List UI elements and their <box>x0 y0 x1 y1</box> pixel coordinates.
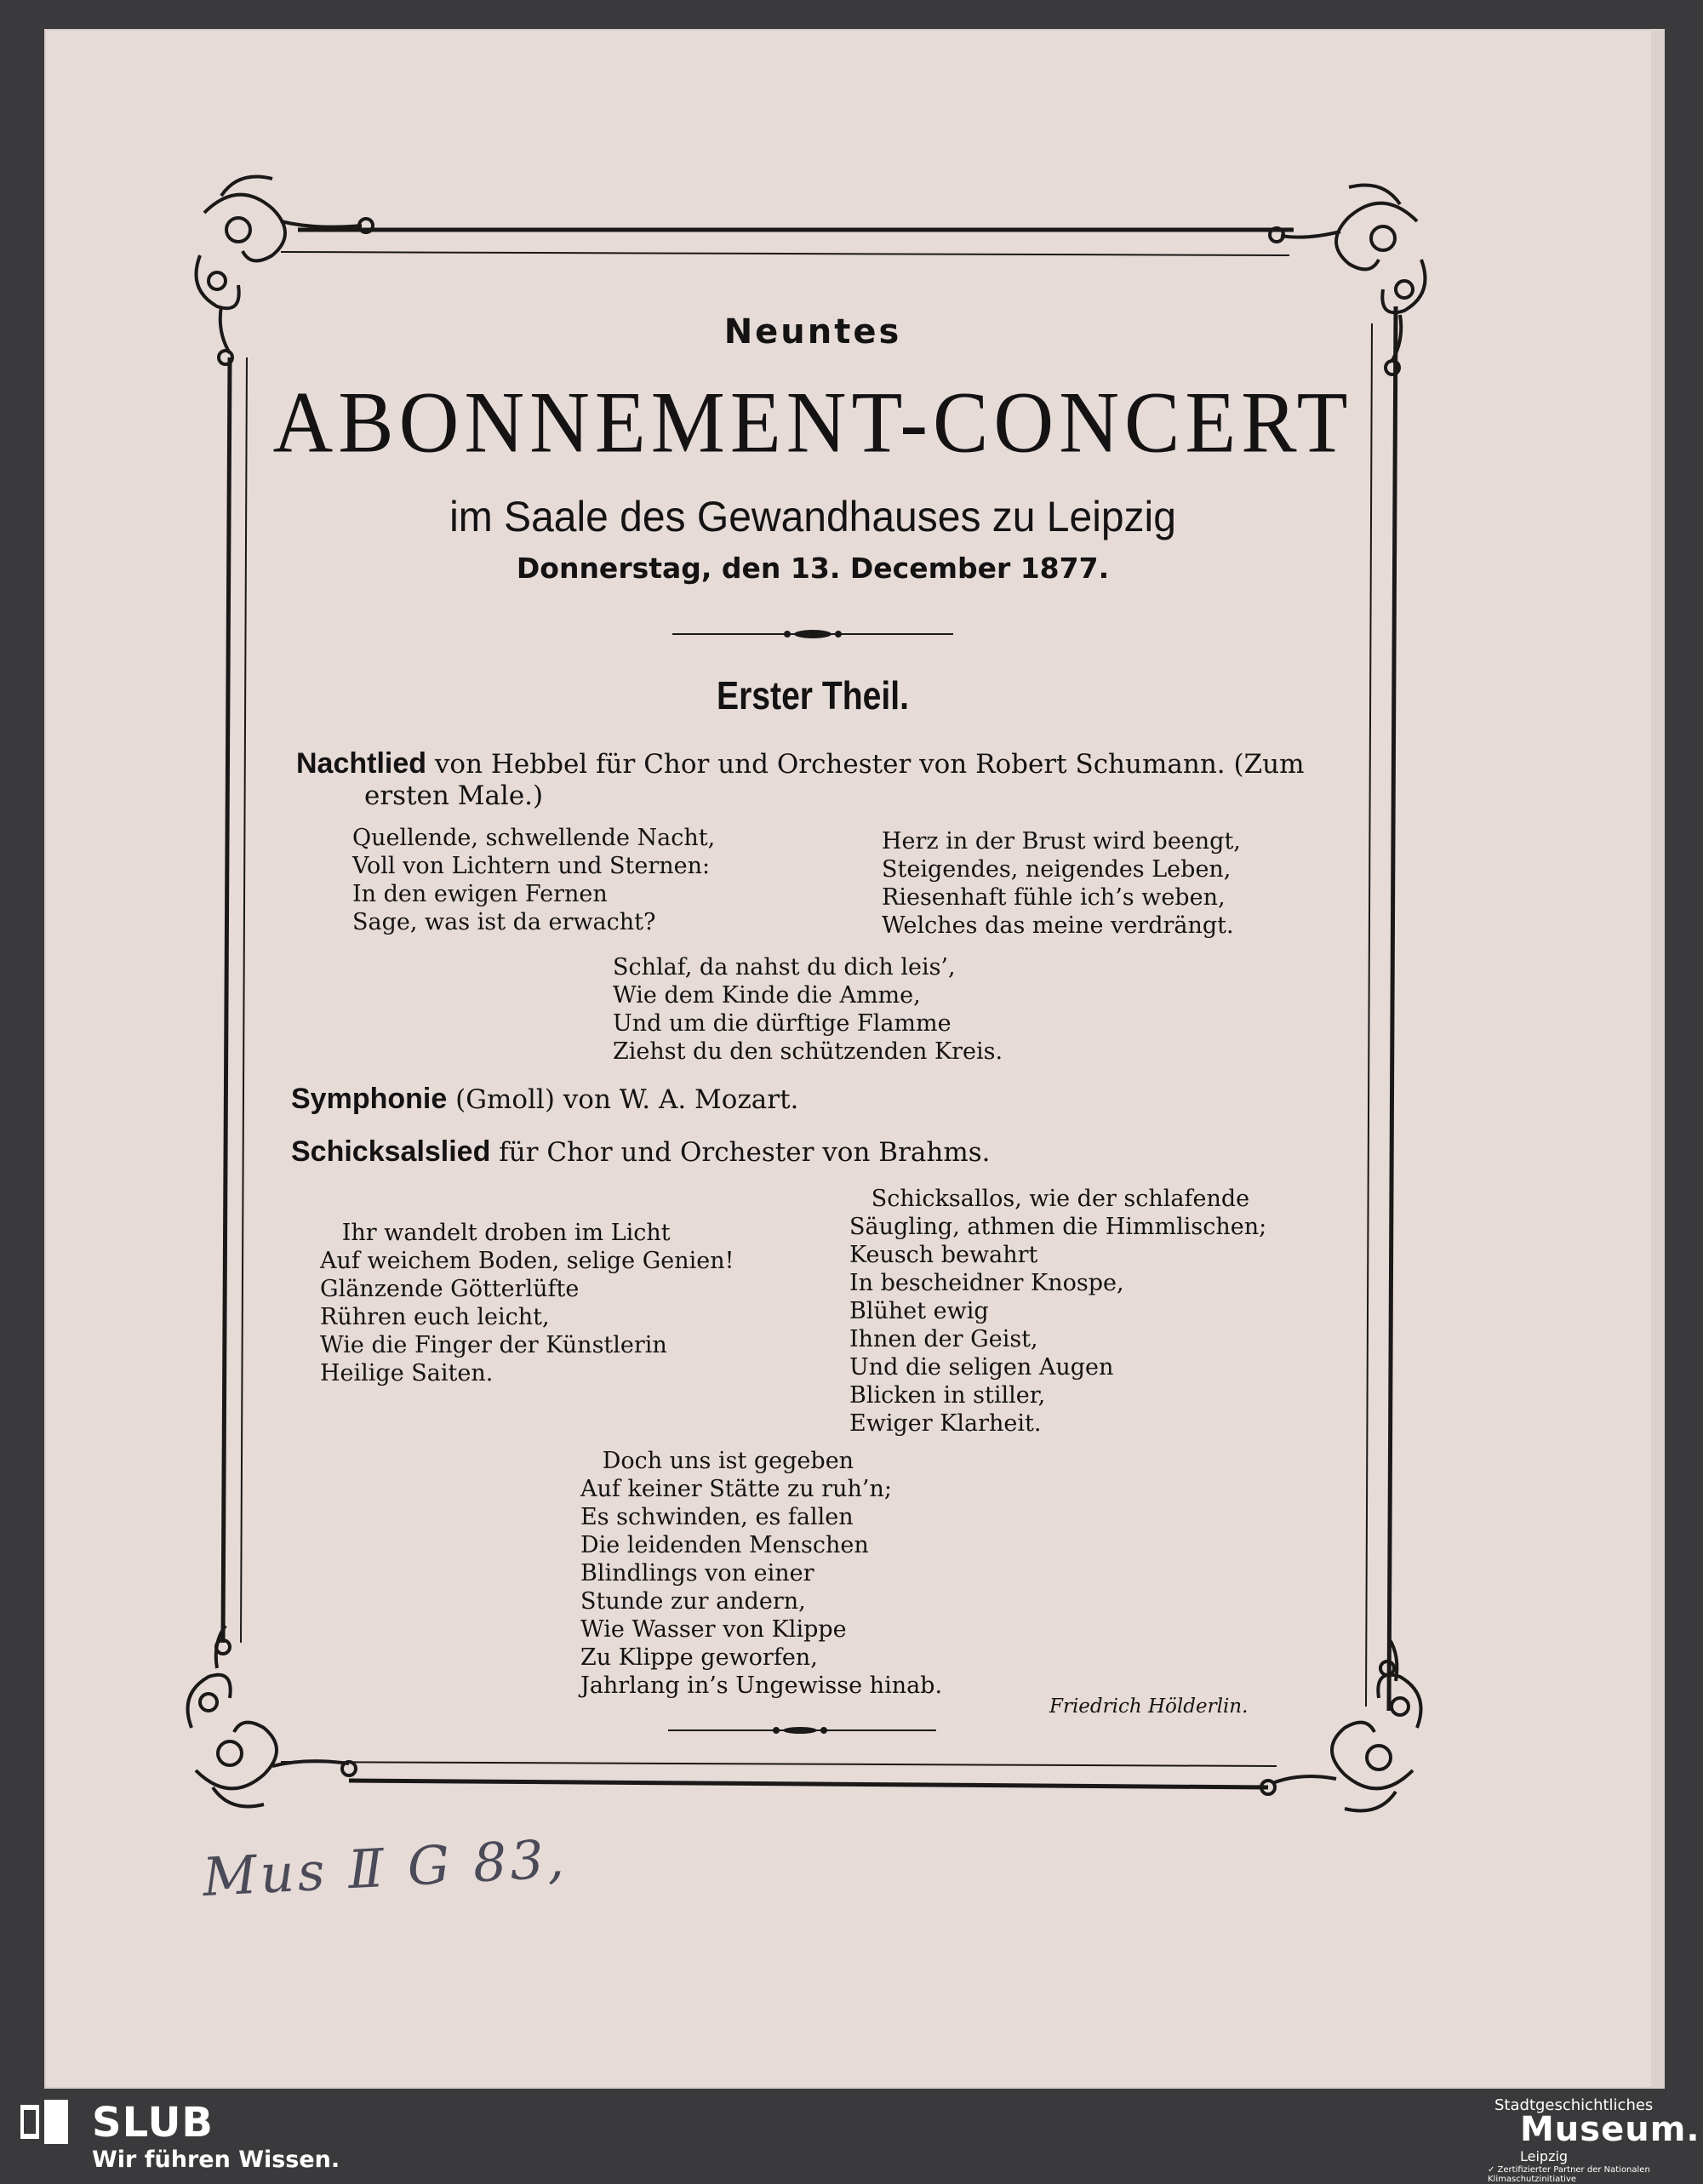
handwritten-shelfmark: Mus Ⅱ G 83, <box>201 1827 569 1909</box>
program-item-continuation: ersten Male.) <box>364 780 544 811</box>
slub-logo-icon <box>19 2098 70 2146</box>
concert-ordinal: Neuntes <box>723 312 902 352</box>
concert-venue: im Saale des Gewandhauses zu Leipzig <box>449 493 1176 540</box>
program-item-text: für Chor und Orchester von Brahms. <box>490 1137 991 1168</box>
concert-title: ABONNEMENT-CONCERT <box>272 374 1353 472</box>
museum-name: Museum. <box>1520 2110 1700 2149</box>
library-tagline: Wir führen Wissen. <box>92 2147 340 2173</box>
library-name: SLUB <box>92 2099 214 2147</box>
part-heading: Erster Theil. <box>717 673 909 718</box>
concert-date: Donnerstag, den 13. December 1877. <box>516 552 1110 585</box>
program-item-schicksalslied <box>291 1135 990 1169</box>
verse-nachtlied-2: Herz in der Brust wird beengt, Steigendes, neigendes Leben, Riesenhaft fühle ich’s weben, Welches das meine verdrängt. <box>882 828 1241 939</box>
poet-credit: Friedrich Hölderlin. <box>1049 1695 1249 1718</box>
page-edge <box>1651 29 1665 2089</box>
program-item-title: Nachtlied <box>296 747 427 780</box>
verse-schicksalslied-3: Doch uns ist gegeben Auf keiner Stätte zu ruh’n; Es schwinden, es fallen Die leidenden Menschen Blindlings von einer Stunde zur andern, Wie Wasser von Klippe Zu Klippe geworfen, Jahrlang in’s Ungewisse hinab. <box>580 1448 943 1699</box>
museum-note: ✓ Zertifizierter Partner der Nationalen Klimaschutzinitiative <box>1488 2165 1650 2184</box>
program-item-nachtlied <box>296 747 1305 780</box>
program-item-title: Schicksalslied <box>291 1135 491 1168</box>
program-item-text: (Gmoll) von W. A. Mozart. <box>447 1084 799 1115</box>
museum-prefix: Stadtgeschichtliches <box>1494 2096 1654 2114</box>
program-item-title: Symphonie <box>291 1083 448 1115</box>
museum-city: Leipzig <box>1520 2148 1569 2164</box>
verse-nachtlied-3: Schlaf, da nahst du dich leis’, Wie dem Kinde die Amme, Und um die dürftige Flamme Ziehst du den schützenden Kreis. <box>613 954 1003 1065</box>
program-item-text: von Hebbel für Chor und Orchester von Robert Schumann. (Zum <box>426 749 1305 780</box>
program-item-symphonie <box>291 1083 798 1116</box>
verse-nachtlied-1: Quellende, schwellende Nacht, Voll von Lichtern und Sternen: In den ewigen Fernen Sage, was ist da erwacht? <box>352 825 716 935</box>
verse-schicksalslied-1: Ihr wandelt droben im Licht Auf weichem Boden, selige Genien! Glänzende Götterlüfte Rühren euch leicht, Wie die Finger der Künstlerin Heilige Saiten. <box>320 1220 734 1386</box>
verse-schicksalslied-2: Schicksallos, wie der schlafende Säugling, athmen die Himmlischen; Keusch bewahrt In bescheidner Knospe, Blühet ewig Ihnen der Geist, Und die seligen Augen Blicken in stiller, Ewiger Klarheit. <box>849 1186 1267 1437</box>
